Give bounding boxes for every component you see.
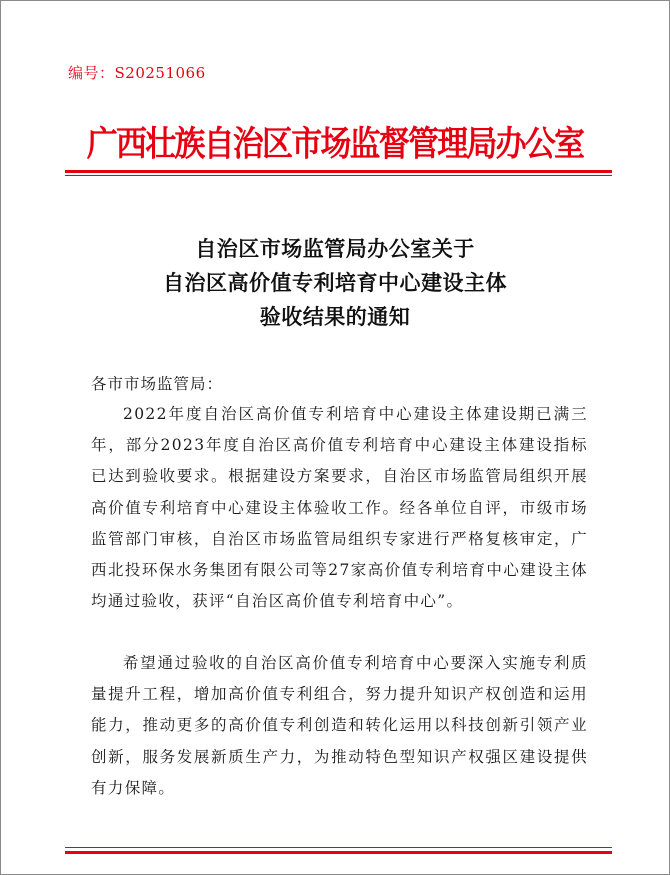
footer-divider-thick (65, 851, 612, 854)
header-divider-thick (65, 170, 612, 173)
body-paragraph-2: 希望通过验收的自治区高价值专利培育中心要深入实施专利质量提升工程，增加高价值专利组合，努力提升知识产权创造和运用能力，推动更多的高价值专利创造和转化运用以科技创新引领产业创新，服务发展新质生产力，为推动特色型知识产权强区建设提供有力保障。 (91, 654, 588, 797)
footer-divider-thin (65, 847, 612, 848)
title-line-2: 自治区高价值专利培育中心建设主体 (163, 271, 507, 295)
header-divider-thin (65, 175, 612, 176)
salutation: 各市市场监管局： (91, 375, 224, 393)
document-number: 编号：S20251066 (68, 64, 206, 82)
issuing-office-header: 广西壮族自治区市场监督管理局办公室 (86, 124, 584, 165)
document-title (60, 232, 610, 334)
body-paragraph-1: 2022年度自治区高价值专利培育中心建设主体建设期已满三年，部分2023年度自治区高价值专利培育中心建设主体建设指标已达到验收要求。根据建设方案要求，自治区市场监管局组织开展高价值专利培育中心建设主体验收工作。经各单位自评，市级市场监管部门审核，自治区市场监管局组织专家进行严格复核审定，广西北投环保水务集团有限公司等27家高价值专利培育中心建设主体均通过验收，获评“自治区高价值专利培育中心”。 (91, 405, 588, 611)
title-line-1: 自治区市场监管局办公室关于 (195, 237, 475, 261)
title-line-3: 验收结果的通知 (259, 305, 411, 329)
